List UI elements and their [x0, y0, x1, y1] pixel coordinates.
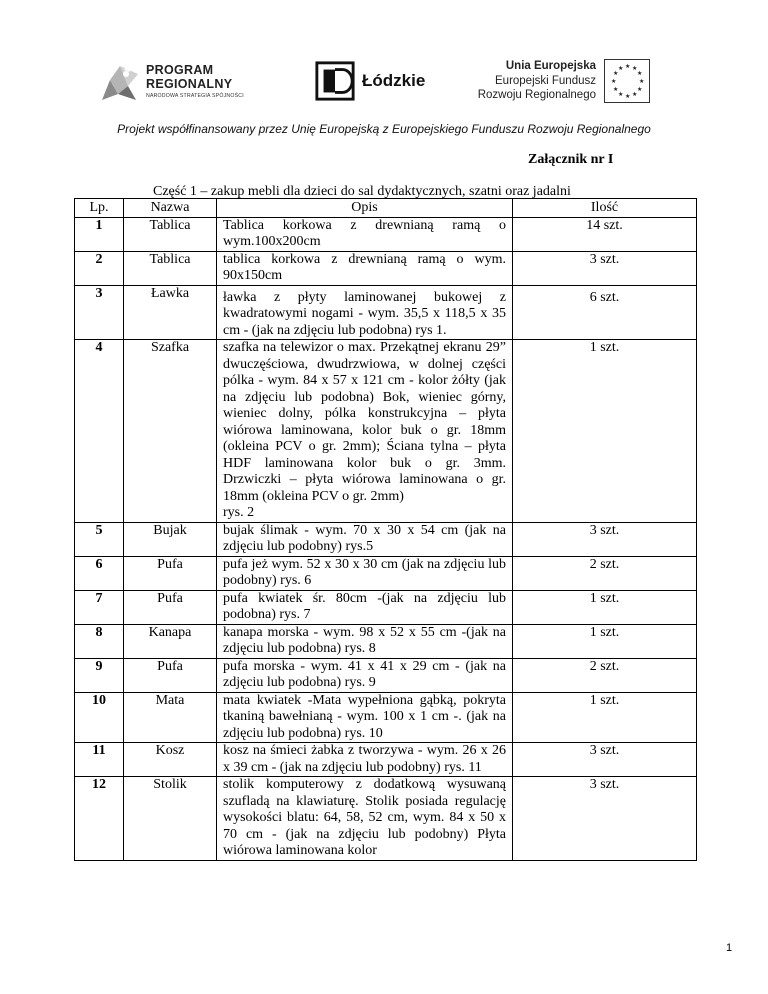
table-header-row [75, 199, 697, 218]
row-description-text: pufa morska - wym. 41 x 41 x 29 cm - (jak na zdjęciu lub podobna) rys. 9 [223, 658, 506, 690]
row-description-text: stolik komputerowy z dodatkową wysuwaną szufladą na klawiaturę. Stolik posiada regulację wysokości blatu: 64, 58, 52 cm, wym. 84 x 50 x 70 cm - (jak na zdjęciu lub podobny) Płyta wiórowa laminowana kolor [223, 777, 506, 858]
row-name: Szafka [124, 340, 217, 523]
svg-text:★: ★ [632, 91, 638, 98]
lodzkie-emblem-icon [314, 60, 356, 102]
row-quantity: 1 szt. [513, 624, 697, 658]
row-description [217, 340, 513, 523]
row-quantity: 1 szt. [513, 590, 697, 624]
row-quantity: 1 szt. [513, 340, 697, 523]
header-lp: Lp. [75, 199, 124, 218]
row-lp: 7 [75, 590, 124, 624]
program-logo-subtitle: NARODOWA STRATEGIA SPÓJNOŚCI [146, 93, 244, 99]
row-description-text: kosz na śmieci żabka z tworzywa - wym. 26 x 26 x 39 cm - (jak na zdjęciu lub podobny) rys. 11 [223, 743, 506, 775]
table-row [75, 777, 697, 861]
row-description-text: ławka z płyty laminowanej bukowej z kwadratowymi nogami - wym. 35,5 x 118,5 x 35 cm - (jak na zdjęciu lub podobna) rys 1. [223, 289, 506, 338]
row-lp: 3 [75, 285, 124, 340]
row-lp: 11 [75, 743, 124, 777]
row-description [217, 624, 513, 658]
svg-text:★: ★ [625, 93, 631, 100]
row-description [217, 217, 513, 251]
row-name: Pufa [124, 658, 217, 692]
svg-text:★: ★ [611, 78, 617, 85]
row-description-text: pufa kwiatek śr. 80cm -(jak na zdjęciu lub podobna) rys. 7 [223, 590, 506, 622]
svg-text:★: ★ [639, 78, 645, 85]
row-lp: 1 [75, 217, 124, 251]
row-description [217, 658, 513, 692]
row-name: Bujak [124, 522, 217, 556]
row-description [217, 777, 513, 861]
row-name: Kanapa [124, 624, 217, 658]
logos-header [0, 52, 768, 112]
row-description [217, 692, 513, 743]
row-lp: 6 [75, 556, 124, 590]
row-quantity: 2 szt. [513, 556, 697, 590]
row-quantity: 3 szt. [513, 743, 697, 777]
row-lp: 4 [75, 340, 124, 523]
svg-text:★: ★ [637, 86, 643, 93]
row-description-text: szafka na telewizor o max. Przekątnej ekranu 29” dwuczęściowa, dwudrzwiowa, w dolnej części pólka - wym. 84 x 57 x 121 cm - kolor żółty (jak na zdjęciu lub podobna) Bok, wieniec górny, wieniec dolny, pólka konstrukcyjna – płyta wiórowa laminowana, kolor buk o gr. 18mm (okleina PCV o gr. 2mm); Ściana tylna – płyta HDF laminowana kolor buk o gr. 3mm. Drzwiczki – płyta wiórowa laminowana o gr. 18mm (okleina PCV o gr. 2mm) [223, 340, 506, 504]
row-name: Mata [124, 692, 217, 743]
row-lp: 8 [75, 624, 124, 658]
row-name: Kosz [124, 743, 217, 777]
row-description [217, 251, 513, 285]
lodzkie-logo [314, 58, 434, 104]
row-description [217, 590, 513, 624]
svg-text:★: ★ [632, 65, 638, 72]
svg-text:★: ★ [625, 63, 631, 70]
row-description-text: bujak ślimak - wym. 70 x 30 x 54 cm (jak na zdjęciu lub podobny) rys.5 [223, 522, 506, 554]
table-body [75, 217, 697, 860]
row-description-text: pufa jeż wym. 52 x 30 x 30 cm (jak na zdjęciu lub podobny) rys. 6 [223, 556, 506, 588]
row-name: Stolik [124, 777, 217, 861]
row-lp: 10 [75, 692, 124, 743]
row-quantity: 1 szt. [513, 692, 697, 743]
table-row [75, 285, 697, 340]
table-row [75, 624, 697, 658]
lodzkie-logo-text: Łódzkie [362, 71, 426, 90]
svg-text:★: ★ [637, 70, 643, 77]
table-row [75, 692, 697, 743]
eu-flag-icon [604, 59, 650, 103]
row-name: Ławka [124, 285, 217, 340]
row-name: Tablica [124, 217, 217, 251]
page-number: 1 [726, 942, 733, 954]
row-description [217, 285, 513, 340]
row-name: Tablica [124, 251, 217, 285]
row-name: Pufa [124, 590, 217, 624]
svg-text:★: ★ [613, 86, 619, 93]
row-description [217, 743, 513, 777]
program-logo-line1: PROGRAM [146, 63, 214, 77]
row-lp: 12 [75, 777, 124, 861]
program-regionalny-logo [98, 56, 268, 108]
row-description [217, 556, 513, 590]
row-lp: 5 [75, 522, 124, 556]
row-description [217, 522, 513, 556]
row-quantity: 3 szt. [513, 777, 697, 861]
table-row [75, 743, 697, 777]
svg-text:★: ★ [613, 70, 619, 77]
attachment-label: Załącznik nr I [528, 152, 614, 167]
row-description-figure-ref: rys. 2 [223, 505, 255, 520]
cofinance-statement: Projekt współfinansowany przez Unię Europejską z Europejskiego Funduszu Rozwoju Regionalnego [117, 122, 651, 136]
row-quantity: 14 szt. [513, 217, 697, 251]
row-lp: 2 [75, 251, 124, 285]
table-row [75, 217, 697, 251]
header-qty: Ilość [513, 199, 697, 218]
svg-text:★: ★ [618, 91, 624, 98]
row-description-text: kanapa morska - wym. 98 x 52 x 55 cm -(jak na zdjęciu lub podobna) rys. 8 [223, 624, 506, 656]
row-quantity: 2 szt. [513, 658, 697, 692]
eu-logo [460, 58, 650, 108]
program-emblem-icon [98, 60, 142, 104]
eu-logo-line2: Europejski Fundusz [495, 75, 596, 87]
program-logo-line2: REGIONALNY [146, 77, 233, 91]
table-row [75, 658, 697, 692]
table-row [75, 590, 697, 624]
row-description-text: Tablica korkowa z drewnianą ramą o wym.100x200cm [223, 217, 506, 249]
header-desc: Opis [217, 199, 513, 218]
eu-logo-line3: Rozwoju Regionalnego [477, 89, 596, 101]
row-quantity: 3 szt. [513, 251, 697, 285]
table-row [75, 522, 697, 556]
row-name: Pufa [124, 556, 217, 590]
row-description-text: mata kwiatek -Mata wypełniona gąbką, pokryta tkaniną bawełnianą - wym. 100 x 1 cm -. (jak na zdjęciu lub podobna) rys. 10 [223, 692, 506, 741]
row-lp: 9 [75, 658, 124, 692]
row-description-text: tablica korkowa z drewnianą ramą o wym. 90x150cm [223, 251, 506, 283]
part-title: Część 1 – zakup mebli dla dzieci do sal dydaktycznych, szatni oraz jadalni [153, 184, 571, 199]
eu-logo-line1: Unia Europejska [505, 60, 596, 72]
table-row [75, 251, 697, 285]
svg-text:★: ★ [618, 65, 624, 72]
row-quantity: 6 szt. [513, 285, 697, 340]
header-name: Nazwa [124, 199, 217, 218]
items-table [74, 198, 697, 861]
table-row [75, 340, 697, 523]
table-row [75, 556, 697, 590]
row-quantity: 3 szt. [513, 522, 697, 556]
